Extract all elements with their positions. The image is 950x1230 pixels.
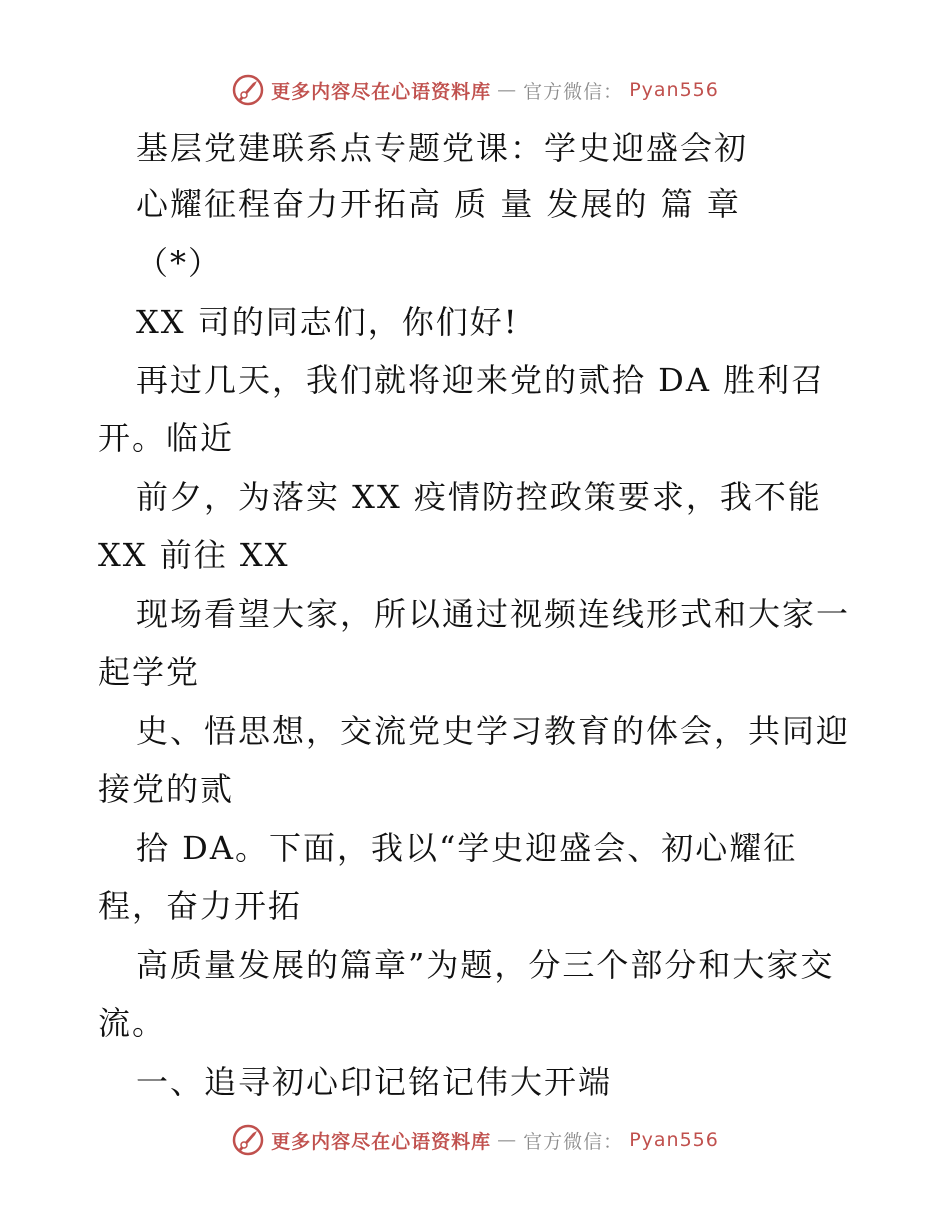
body-line: 史、悟思想，交流党史学习教育的体会，共同迎 — [136, 712, 851, 750]
body-line: 开。临近 — [98, 419, 235, 457]
body-line: 现场看望大家，所以通过视频连线形式和大家一 — [136, 595, 851, 633]
banner-dash: — — [497, 79, 518, 101]
banner-official-label: 官方微信： — [523, 1130, 624, 1153]
banner-wechat-id: Pyan556 — [629, 79, 719, 101]
body-line: 高质量发展的篇章”为题，分三个部分和大家交 — [136, 946, 835, 984]
body-line: 拾 DA。下面，我以“学史迎盛会、初心耀征 — [136, 829, 798, 867]
body-line: 再过几天，我们就将迎来党的贰拾 DA 胜利召 — [136, 361, 826, 399]
quill-logo-icon — [231, 1123, 265, 1157]
body-line: 接党的贰 — [98, 770, 235, 808]
document-title-line-1: 基层党建联系点专题党课：学史迎盛会初 — [136, 129, 749, 167]
body-line: XX 前往 XX — [98, 536, 290, 574]
banner-wechat-id: Pyan556 — [629, 1129, 719, 1151]
quill-logo-icon — [231, 73, 265, 107]
header-watermark-banner — [0, 70, 950, 110]
banner-official-label: 官方微信： — [523, 80, 624, 103]
document-title-line-2: 心耀征程奋力开拓高 质 量 发展的 篇 章 — [136, 185, 741, 223]
body-line: 起学党 — [98, 653, 201, 691]
body-line: 流。 — [98, 1004, 167, 1042]
document-title-line-3: （*） — [136, 244, 223, 282]
body-line: 程，奋力开拓 — [98, 887, 303, 925]
banner-brand-text: 更多内容尽在心语资料库 — [271, 1130, 492, 1153]
section-heading: 一、追寻初心印记铭记伟大开端 — [136, 1063, 613, 1101]
footer-watermark-banner — [0, 1120, 950, 1160]
banner-brand-text: 更多内容尽在心语资料库 — [271, 80, 492, 103]
body-line: XX 司的同志们，你们好! — [136, 303, 519, 341]
banner-dash: — — [497, 1129, 518, 1151]
body-line: 前夕，为落实 XX 疫情防控政策要求，我不能 — [136, 478, 822, 516]
